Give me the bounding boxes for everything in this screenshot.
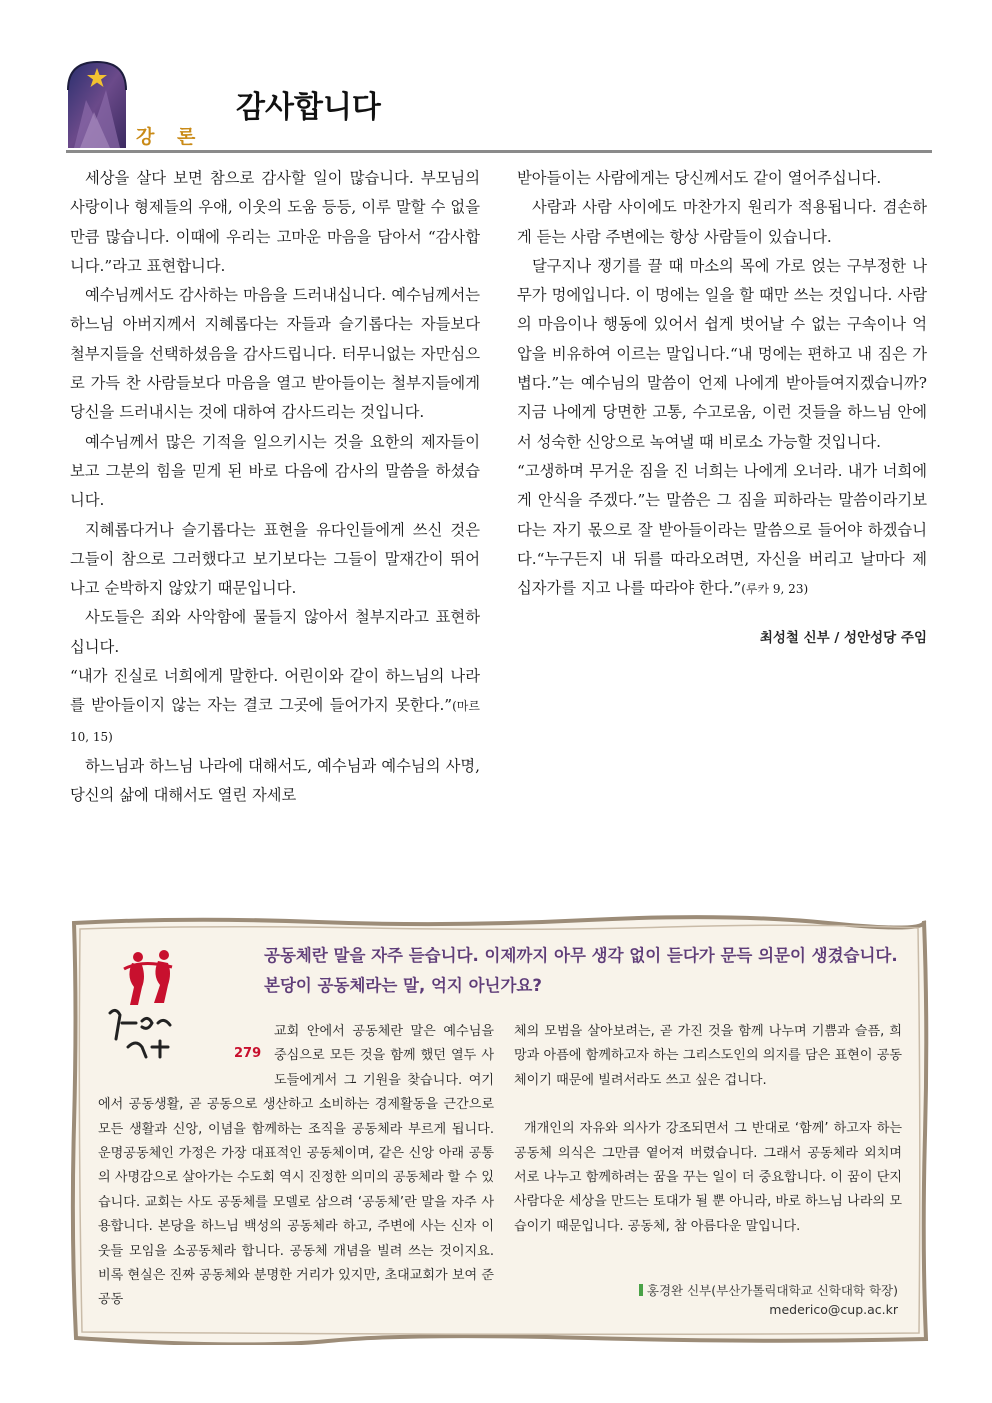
article-left-column xyxy=(70,164,480,811)
issue-number: 279 xyxy=(234,1046,262,1061)
quote-text: “고생하며 무거운 짐을 진 너희는 나에게 오너라. 내가 너희에게 안식을 주겠다.”는 말씀은 그 짐을 피하라는 말씀이라기보다는 자기 몫으로 잘 받아들이라는 말씀으로 들어야 하겠습니다.“누구든지 내 뒤를 따라오려면, 자신을 버리고 날마다 제 십자가를 지고 나를 따라야 한다.” xyxy=(517,461,927,598)
reader-question: 공동체란 말을 자주 듣습니다. 이제까지 아무 생각 없이 듣다가 문득 의문이 생겼습니다. 본당이 공동체라는 말, 억지 아닌가요? xyxy=(264,946,898,995)
article-paragraph: 지혜롭다거나 슬기롭다는 표현을 유다인들에게 쓰신 것은 그들이 참으로 그러했다고 보기보다는 그들이 말재간이 뛰어나고 순박하지 않았기 때문입니다. xyxy=(70,520,480,598)
header xyxy=(66,60,932,152)
article-right-column xyxy=(517,164,927,654)
scripture-quote xyxy=(70,662,480,752)
quote-text: “내가 진실로 너희에게 말한다. 어린이와 같이 하느님의 나라를 받아들이지 않는 자는 결코 그곳에 들어가지 못한다.” xyxy=(70,667,480,715)
answer-paragraph: 교회 안에서 공동체란 말은 예수님을 중심으로 모든 것을 함께 했던 열두 사도들에게서 그 기원을 찾습니다. 여기에서 공동생활, 곧 공동으로 생산하고 소비하는 경제활동을 근간으로 모든 생활과 신앙, 이념을 함께하는 조직을 공동체라 부르게 됩니다. 운명공동체인 가정은 가장 대표적인 공동체이며, 같은 신앙 아래 공통의 사명감으로 살아가는 수도회 역시 진정한 의미의 공동체라 할 수 있습니다. 교회는 사도 공동체를 모델로 삼으려 ‘공동체’란 말을 자주 사용합니다. 본당을 하느님 백성의 공동체라 하고, 주변에 사는 신자 이웃들 모임을 소공동체라 합니다. 공동체 개념을 빌려 쓰는 것이지요. 비록 현실은 진짜 공동체와 분명한 거리가 있지만, 초대교회가 보여 준 공동 xyxy=(98,1024,494,1308)
article-paragraph: 사람과 사람 사이에도 마찬가지 원리가 적용됩니다. 겸손하게 듣는 사람 주변에는 항상 사람들이 있습니다. xyxy=(517,198,927,246)
answer-left-column xyxy=(98,1020,494,1313)
article-paragraph: 하느님과 하느님 나라에 대해서도, 예수님과 예수님의 사명, 당신의 삶에 대해서도 열린 자세로 xyxy=(70,756,480,805)
column-author xyxy=(639,1281,898,1319)
article-paragraph: 예수님께서도 감사하는 마음을 드러내십니다. 예수님께서는 하느님 아버지께서 지혜롭다는 자들과 슬기롭다는 자들보다 철부지들을 선택하셨음을 감사드립니다. 터무니없는 자만심으로 가득 찬 사람들보다 마음을 열고 받아들이는 철부지들에게 당신을 드러내시는 것에 대하여 감사드리는 것입니다. xyxy=(70,286,480,422)
article-paragraph: 세상을 살다 보면 참으로 감사할 일이 많습니다. 부모님의 사랑이나 형제들의 우애, 이웃의 도움 등등, 이루 말할 수 없을 만큼 많습니다. 이때에 우리는 고마운 마음을 담아서 “감사합니다.”라고 표현합니다. xyxy=(70,169,480,275)
article-paragraph-continued: 받아들이는 사람에게는 당신께서도 같이 열어주십니다. xyxy=(517,169,882,187)
scripture-reference: (마르 10, 15) xyxy=(70,699,480,744)
column-box xyxy=(68,915,930,1345)
answer-right-column xyxy=(514,1020,902,1239)
author-email[interactable]: mederico@cup.ac.kr xyxy=(769,1302,898,1317)
scripture-reference: (루카 9, 23) xyxy=(741,582,809,597)
page-title: 감사합니다 xyxy=(236,90,381,125)
article-paragraph: 달구지나 쟁기를 끌 때 마소의 목에 가로 얹는 구부정한 나무가 멍에입니다. 이 멍에는 일을 할 때만 쓰는 것입니다. 사람의 마음이나 행동에 있어서 쉽게 벗어날 수 없는 구속이나 억압을 비유하여 이르는 말입니다.“내 멍에는 편하고 내 짐은 가볍다.”는 예수님의 말씀이 언제 나에게 받아들여지겠습니까? 지금 나에게 당면한 고통, 수고로움, 이런 것들을 하느님 안에서 성숙한 신앙으로 녹여낼 때 비로소 가능할 것입니다. xyxy=(517,256,927,451)
article-paragraph: 예수님께서 많은 기적을 일으키시는 것을 요한의 제자들이 보고 그분의 힘을 믿게 된 바로 다음에 감사의 말씀을 하셨습니다. xyxy=(70,432,480,510)
author-marker-icon xyxy=(639,1284,643,1296)
stained-glass-logo xyxy=(66,60,128,148)
article-paragraph: 사도들은 죄와 사악함에 물들지 않아서 철부지라고 표현하십니다. xyxy=(70,608,480,656)
section-tag: 강 론 xyxy=(136,126,204,148)
header-divider xyxy=(66,150,932,153)
answer-paragraph: 체의 모범을 살아보려는, 곧 가진 것을 함께 나누며 기쁨과 슬픔, 희망과 아픔에 함께하고자 하는 그리스도인의 의지를 담은 표현이 공동체이기 때문에 빌려서라도 쓰고 싶은 겁니다. xyxy=(514,1024,902,1088)
scripture-quote xyxy=(517,457,927,604)
author-signature: 최성철 신부 / 성안성당 주임 xyxy=(759,630,927,647)
answer-paragraph: 개개인의 자유와 의사가 강조되면서 그 반대로 ‘함께’ 하고자 하는 공동체 의식은 그만큼 옅어져 버렸습니다. 그래서 공동체라 외치며 서로 나누고 함께하려는 꿈을 꾸는 일이 더 중요합니다. 이 꿈이 단지 사람다운 세상을 만드는 토대가 될 뿐 아니라, 바로 하느님 나라의 모습이기 때문입니다. 공동체, 참 아름다운 말입니다. xyxy=(514,1121,902,1234)
author-name: 홍경완 신부(부산가톨릭대학교 신학대학 학장) xyxy=(646,1283,898,1298)
